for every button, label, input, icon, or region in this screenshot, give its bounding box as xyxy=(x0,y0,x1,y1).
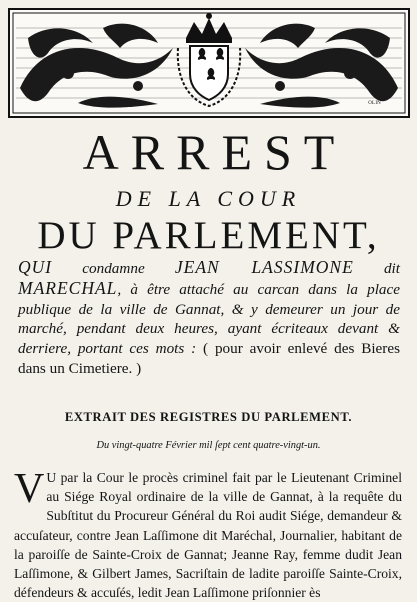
summary-marechal: MARECHAL xyxy=(18,277,118,298)
arrest-summary xyxy=(18,258,400,379)
summary-rest: , à être attaché au carcan dans la place publique de la ville de Gannat, & y demeurer un jour de marché, pendant deux heures, ayant écriteaux devant & derriere, portant ces mots : xyxy=(18,280,400,358)
summary-name: JEAN LASSIMONE xyxy=(174,257,354,277)
summary-condamne: condamne xyxy=(52,260,175,277)
date-line: Du vingt-quatre Février mil ſept cent quatre-vingt-un. xyxy=(96,440,321,451)
title-arrest: ARREST xyxy=(82,124,347,180)
title-de-la-cour: DE LA COUR xyxy=(115,186,302,211)
title-du-parlement: DU PARLEMENT, xyxy=(37,214,380,257)
body-text: U par la Cour le procès criminel fait par le Lieutenant Criminel au Siége Royal ordinaire de la ville de Gannat, à la requête du Subſtitut du Procureur Général du Roi audit Siége, demandeur & accuſateur, contre Jean Laſſimone dit Maréchal, Journalier, habitant de la paroiſſe de Sainte-Croix de Gannat; Jeanne Ray, femme dudit Jean Laſſimone, & Gilbert James, Sacriſtain de ladite paroiſſe Sainte-Croix, défendeurs & accuſés, ledit Jean Laſſimone priſonnier ès xyxy=(14,470,402,601)
summary-dit: dit xyxy=(353,260,400,277)
summary-quote: ( pour avoir enlevé des Bieres dans un Cimetiere. ) xyxy=(18,340,400,377)
printer-mark: OLIN xyxy=(368,101,381,106)
drop-cap: V xyxy=(14,466,45,512)
royal-arms-headpiece xyxy=(8,8,410,118)
summary-qui: QUI xyxy=(18,257,53,277)
extrait-heading: EXTRAIT DES REGISTRES DU PARLEMENT. xyxy=(64,410,353,424)
body-paragraph xyxy=(14,468,402,602)
